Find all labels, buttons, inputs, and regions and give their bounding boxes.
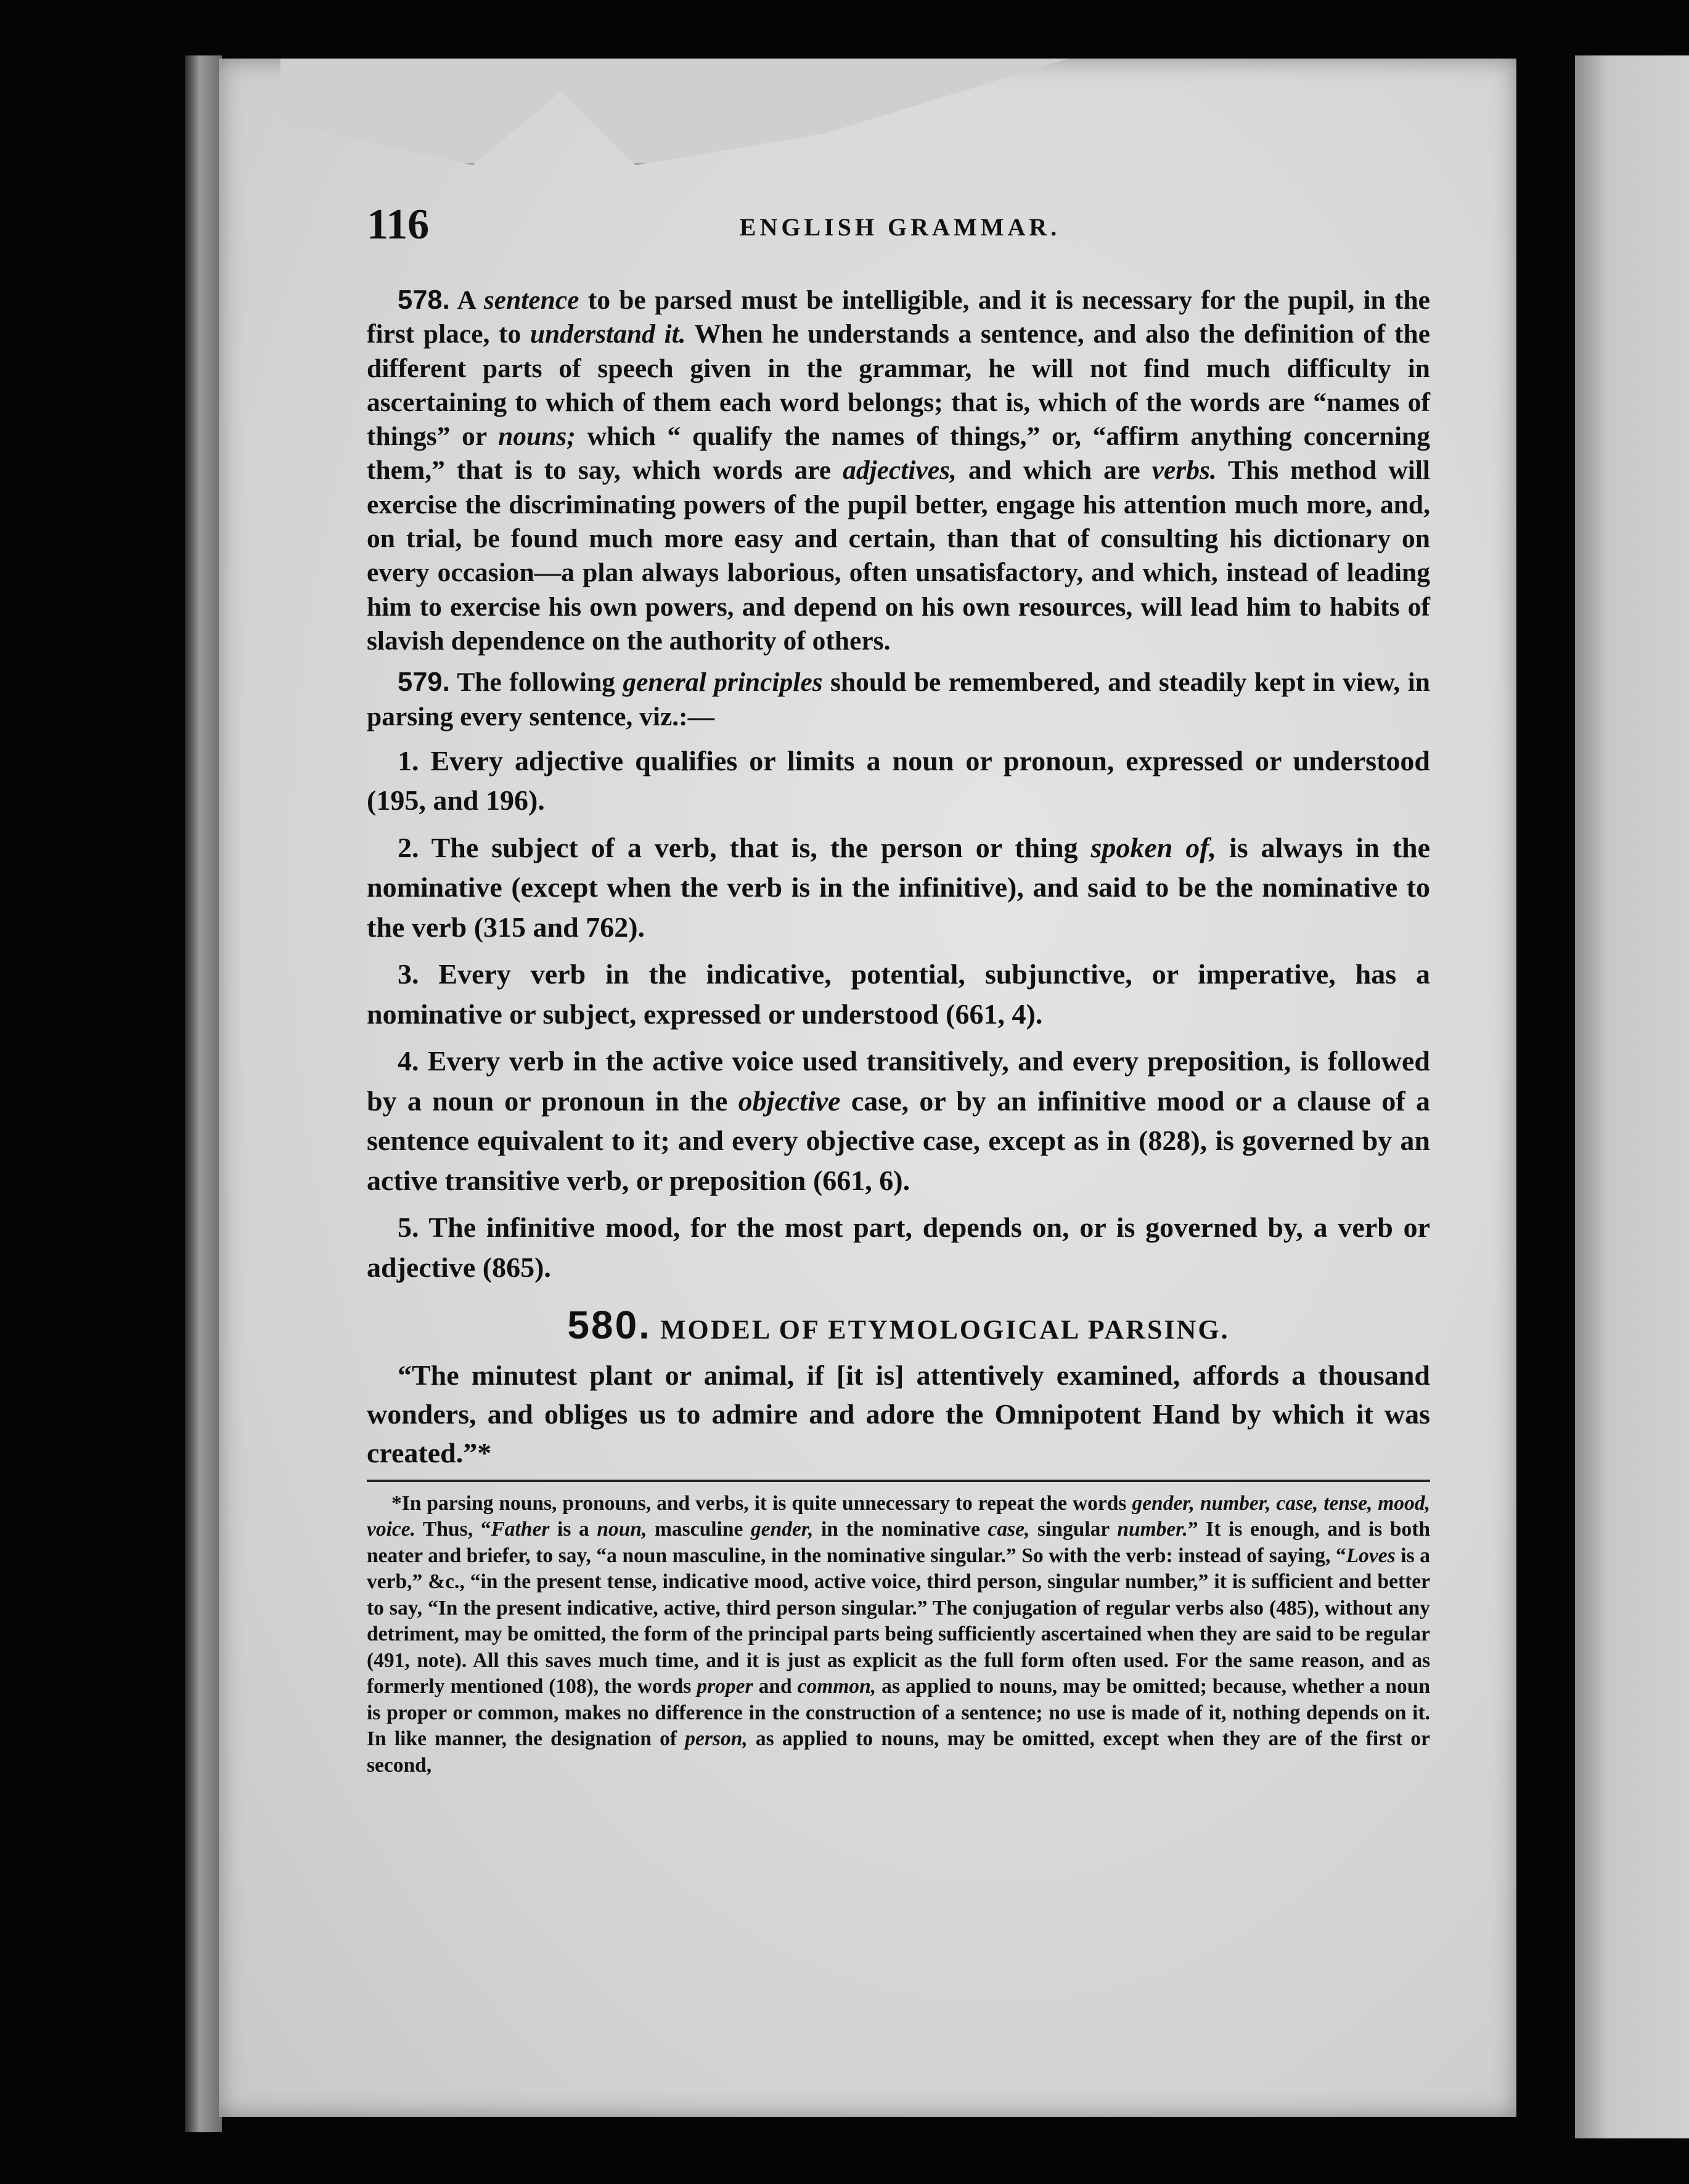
footnote-divider — [367, 1480, 1430, 1482]
text-run: Thus, “ — [415, 1518, 491, 1541]
page-number: 116 — [367, 201, 430, 248]
italic-text: common, — [797, 1675, 877, 1698]
section-title: MODEL OF ETYMOLOGICAL PARSING. — [651, 1314, 1230, 1345]
text-run: case, or by an infinitive mood or a clause of a sentence equivalent to it; and every objective case, except as in (828), is governed by an active transitive verb, or preposition (661, 6). — [367, 1085, 1430, 1196]
section-heading-580 — [367, 1303, 1430, 1348]
text-run: is always in the nominative (except when the verb is in the infinitive), and said to be the nominative to the verb (315 and 762). — [367, 831, 1430, 943]
text-run: as applied to nouns, may be omitted, except when they are of the first or second, — [367, 1727, 1430, 1777]
folded-paper-flap — [527, 59, 1069, 165]
text-run: which “ qualify the names of things,” or, “affirm anything concerning them,” that is to say, which words are — [367, 422, 1430, 486]
text-run: to be parsed must be intelligible, and it is necessary for the pupil, in the first place, to — [367, 285, 1430, 349]
adjacent-page-edge — [1575, 55, 1689, 2138]
text-run: masculine — [647, 1518, 751, 1541]
italic-text: noun, — [597, 1518, 647, 1541]
italic-text: number. — [1117, 1518, 1188, 1541]
italic-text: gender, — [750, 1518, 814, 1541]
italic-text: understand it. — [530, 319, 686, 349]
italic-text: case, — [988, 1518, 1030, 1541]
running-title: ENGLISH GRAMMAR. — [739, 213, 1061, 241]
example-quote: “The minutest plant or animal, if [it is] attentively examined, affords a thousand wonders, and obliges us to admire and adore the Omnipotent Hand by which it was created.”* — [367, 1359, 1430, 1469]
italic-text: objective — [738, 1085, 841, 1117]
text-run: This method will exercise the discriminating powers of the pupil better, engage his attention much more, and, on trial, be found much more easy and certain, than that of consulting his dictionary on every occasion—a plan always laborious, often unsatisfactory, and which, instead of leading him to exercise his own powers, and depend on his own resources, will lead him to habits of slavish dependence on the authority of others. — [367, 455, 1430, 656]
text-run: in the nominative — [813, 1518, 988, 1541]
paragraph-number: 579. — [398, 667, 450, 698]
running-header — [367, 200, 1433, 256]
rule-1: 1. Every adjective qualifies or limits a noun or pronoun, expressed or understood (195, and 196). — [367, 744, 1430, 817]
text-run: A — [449, 285, 484, 315]
text-run: singular — [1029, 1518, 1118, 1541]
italic-text: general principles — [623, 667, 823, 698]
text-run: The following — [449, 667, 623, 698]
text-run: should be remembered, and steadily kept in view, in parsing every sentence, viz.:— — [367, 667, 1431, 731]
italic-text: nouns; — [498, 422, 576, 452]
rule-5: 5. The infinitive mood, for the most part, depends on, or is governed by, a verb or adjective (865). — [367, 1212, 1430, 1283]
text-run: *In parsing nouns, pronouns, and verbs, it is quite unnecessary to repeat the words — [391, 1491, 1132, 1515]
page-body — [367, 283, 1430, 1779]
text-run: When he understands a sentence, and also the definition of the different parts of speech given in the grammar, he will not find much difficulty in ascertaining to which of them each word belongs; that is, which of the words are “names of things” or — [367, 319, 1430, 452]
text-run: as applied to nouns, may be omitted; because, whether a noun is proper or common, makes no difference in the construction of a sentence; no use is made of it, nothing depends on it. In like manner, the designation of — [367, 1675, 1430, 1751]
italic-text: adjectives, — [843, 455, 957, 486]
book-page — [219, 59, 1516, 2117]
text-run: 2. The subject of a verb, that is, the person or thing — [398, 831, 1091, 863]
italic-text: sentence — [483, 285, 579, 315]
paragraph-578 — [367, 283, 1430, 658]
text-run: and — [753, 1675, 798, 1698]
paragraph-579 — [367, 666, 1430, 734]
text-run: ” It is enough, and is both neater and briefer, to say, “a noun masculine, in the nominative singular.” So with the verb: instead of saying, “ — [367, 1518, 1430, 1567]
italic-text: proper — [697, 1675, 753, 1698]
italic-text: person, — [685, 1727, 748, 1751]
rule-4 — [367, 1041, 1430, 1200]
italic-text: verbs. — [1151, 455, 1217, 486]
section-number: 580. — [567, 1303, 652, 1348]
text-run: 4. Every verb in the active voice used transitively, and every preposition, is followed by a noun or pronoun in the — [367, 1045, 1430, 1117]
rule-2 — [367, 828, 1430, 948]
paragraph-number: 578. — [398, 285, 450, 315]
text-run: and which are — [956, 455, 1152, 486]
italic-text: spoken of, — [1090, 831, 1217, 863]
rule-3: 3. Every verb in the indicative, potential, subjunctive, or imperative, has a nominative or subject, expressed or understood (661, 4). — [367, 958, 1430, 1030]
book-binding-edge — [185, 55, 222, 2132]
italic-text: Father — [491, 1518, 550, 1541]
italic-text: gender, number, case, tense, mood, voice. — [367, 1491, 1430, 1541]
footnote — [367, 1491, 1430, 1779]
text-run: is a — [549, 1518, 597, 1541]
italic-text: Loves — [1346, 1544, 1396, 1567]
text-run: is a verb,” &c., “in the present tense, indicative mood, active voice, third person, singular number,” it is sufficient and better to say, “In the present indicative, active, third person singular.” The conjugation of regular verbs also (485), without any detriment, may be omitted, the form of the principal parts being sufficiently ascertained when they are said to be regular (491, note). All this saves much time, and it is just as explicit as the full form often used. For the same reason, and as formerly mentioned (108), the words — [367, 1544, 1430, 1698]
